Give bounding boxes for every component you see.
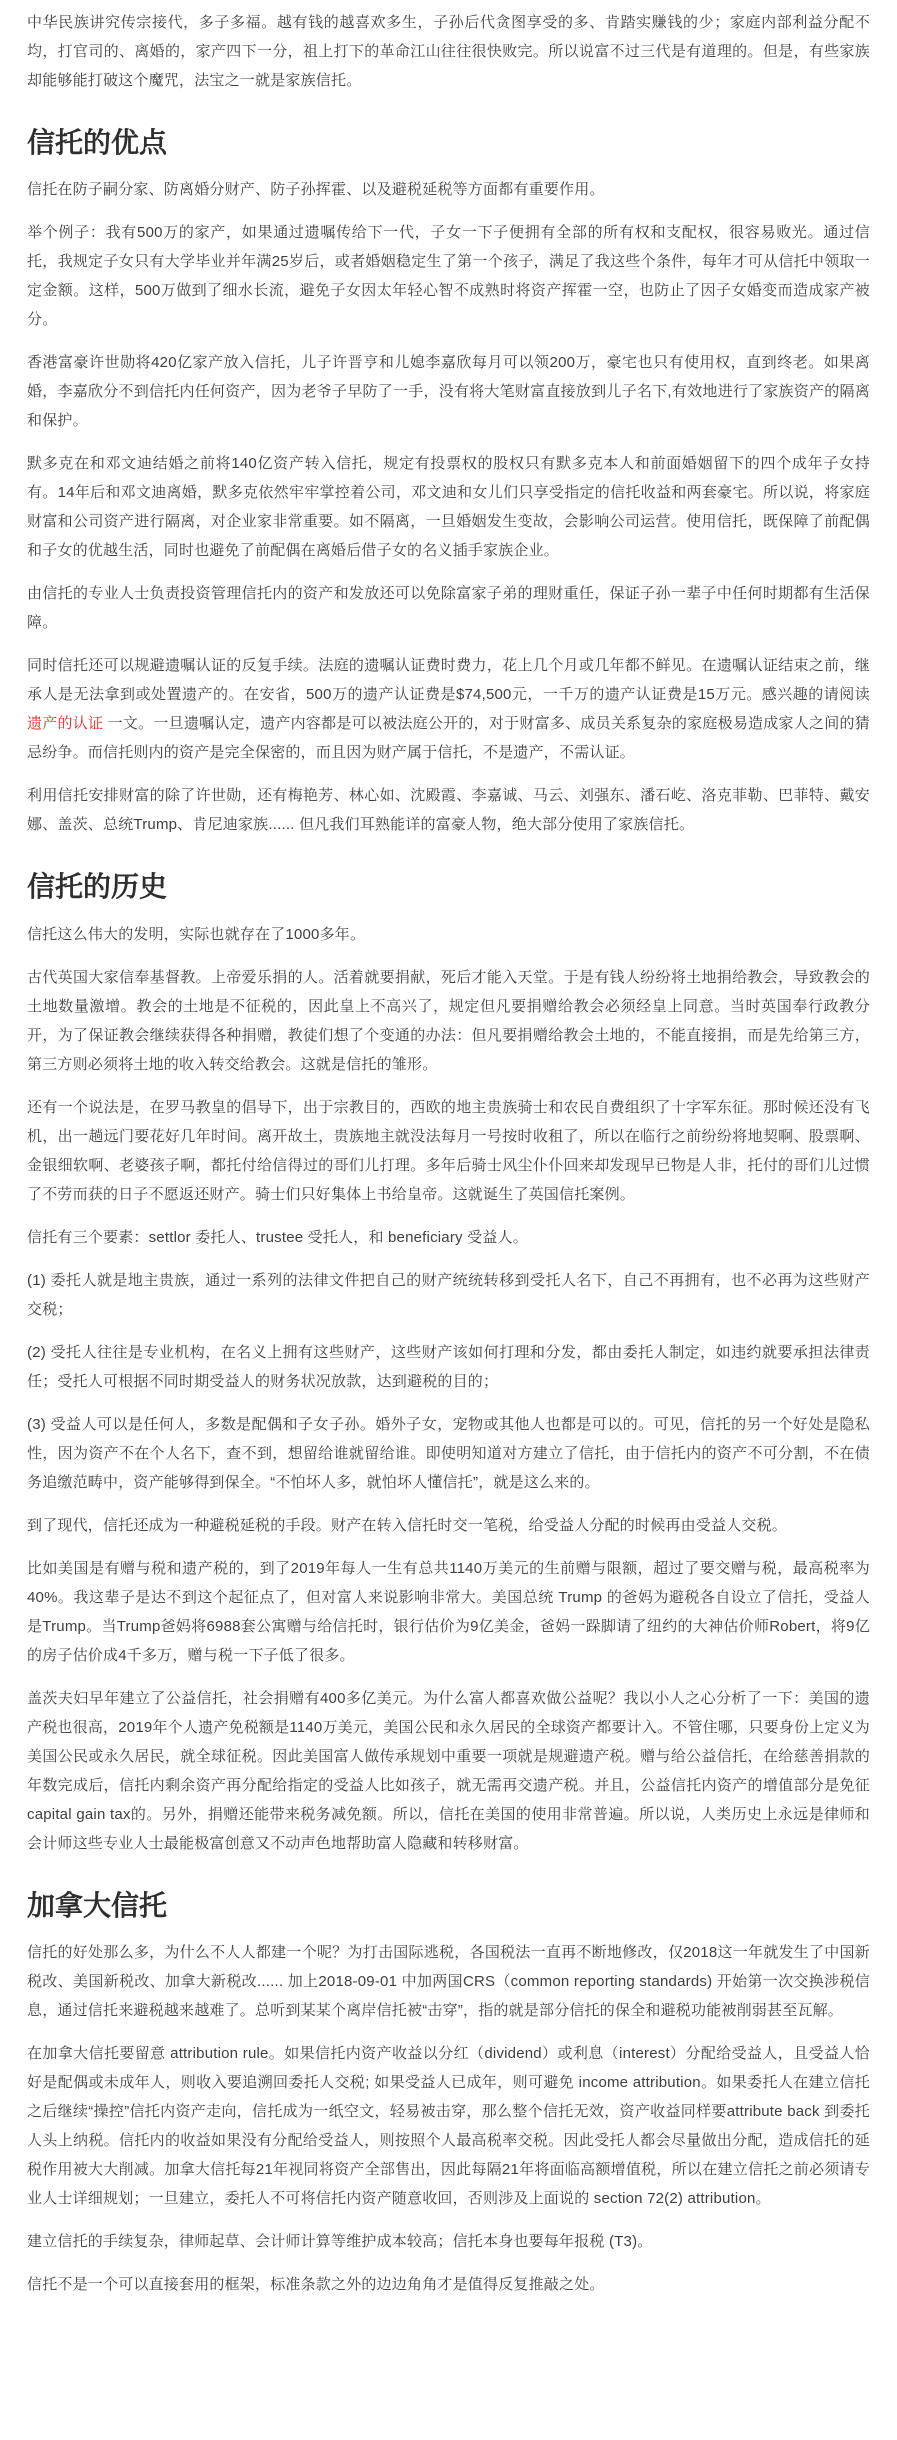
paragraph-text: 一文。一旦遗嘱认定，遗产内容都是可以被法庭公开的，对于财富多、成员关系复杂的家庭极易造成家人之间的猜忌纷争。而信托则内的资产是完全保密的，而且因为财产属于信托，不是遗产，不需认证。 — [27, 715, 870, 762]
paragraph: 利用信托安排财富的除了许世勋，还有梅艳芳、林心如、沈殿霞、李嘉诚、马云、刘强东、潘石屹、洛克菲勒、巴菲特、戴安娜、盖茨、总统Trump、肯尼迪家族...... 但凡我们耳熟能详的富豪人物，绝大部分使用了家族信托。 — [27, 787, 870, 834]
paragraph: 盖茨夫妇早年建立了公益信托，社会捐赠有400多亿美元。为什么富人都喜欢做公益呢？我以小人之心分析了一下：美国的遗产税也很高，2019年个人遗产免税额是1140万美元，美国公民和永久居民的全球资产都要计入。不管住哪，只要身份上定义为美国公民或永久居民，就全球征税。因此美国富人做传承规划中重要一项就是规避遗产税。赠与给公益信托，在给慈善捐款的年数完成后，信托内剩余资产再分配给指定的受益人比如孩子，就无需再交遗产税。并且，公益信托内资产的增值部分是免征capital gain tax的。另外，捐赠还能带来税务减免额。所以，信托在美国的使用非常普遍。所以说，人类历史上永远是律师和会计师这些专业人士最能极富创意又不动声色地帮助富人隐藏和转移财富。 — [27, 1689, 870, 1852]
paragraph: 信托这么伟大的发明，实际也就存在了1000多年。 — [27, 925, 366, 943]
paragraph — [27, 651, 870, 767]
intro-paragraph: 中华民族讲究传宗接代，多子多福。越有钱的越喜欢多生，子孙后代贪图享受的多、肯踏实赚钱的少；家庭内部利益分配不均，打官司的、离婚的，家产四下一分，祖上打下的革命江山往往很快败完。所以说富不过三代是有道理的。但是，有些家族却能够能打破这个魔咒，法宝之一就是家族信托。 — [27, 14, 870, 89]
section-title-advantages: 信托的优点 — [27, 127, 168, 158]
paragraph: 信托的好处那么多，为什么不人人都建一个呢？为打击国际逃税，各国税法一直再不断地修改，仅2018这一年就发生了中国新税改、美国新税改、加拿大新税改...... 加上2018-09-01 中加两国CRS（common reporting standards) 开始第一次交换涉税信息，通过信托来避税越来越难了。总听到某某个离岸信托被“击穿”，指的就是部分信托的保全和避税功能被削弱甚至瓦解。 — [27, 1944, 870, 2020]
paragraph: 在加拿大信托要留意 attribution rule。如果信托内资产收益以分红（dividend）或利息（interest）分配给受益人，且受益人恰好是配偶或未成年人，则收入要追溯回委托人交税; 如果受益人已成年，则可避免 income attribution。如果委托人在建立信托之后继续“操控”信托内资产走向，信托成为一纸空文，轻易被击穿，那么整个信托无效，资产收益同样要attribute back 到委托人头上纳税。信托内的收益如果没有分配给受益人，则按照个人最高税率交税。因此受托人都会尽量做出分配，造成信托的延税作用被大大削减。加拿大信托每21年视同将资产全部售出，因此每隔21年将面临高额增值税，所以在建立信托之前必须请专业人士详细规划；一旦建立，委托人不可将信托内资产随意收回，否则涉及上面说的 section 72(2) attribution。 — [27, 2045, 870, 2208]
paragraph: 还有一个说法是，在罗马教皇的倡导下，出于宗教目的，西欧的地主贵族骑士和农民自费组织了十字军东征。那时候还没有飞机，出一趟远门要花好几年时间。离开故土，贵族地主就没法每月一号按时收租了，所以在临行之前纷纷将地契啊、股票啊、金银细软啊、老婆孩子啊，都托付给信得过的哥们儿打理。多年后骑士风尘仆仆回来却发现早已物是人非，托付的哥们儿过惯了不劳而获的日子不愿返还财产。骑士们只好集体上书给皇帝。这就诞生了英国信托案例。 — [27, 1098, 870, 1203]
paragraph: (2) 受托人往往是专业机构，在名义上拥有这些财产，这些财产该如何打理和分发，都由委托人制定，如违约就要承担法律责任；受托人可根据不同时期受益人的财务状况放款，达到避税的目的； — [27, 1343, 870, 1390]
paragraph: 举个例子：我有500万的家产，如果通过遗嘱传给下一代，子女一下子便拥有全部的所有权和支配权，很容易败光。通过信托，我规定子女只有大学毕业并年满25岁后，或者婚姻稳定生了第一个孩子，满足了我这些个条件，每年才可从信托中领取一定金额。这样，500万做到了细水长流，避免子女因太年轻心智不成熟时将资产挥霍一空，也防止了因子女婚变而造成家产被分。 — [27, 224, 870, 329]
paragraph: 信托有三个要素：settlor 委托人、trustee 受托人，和 beneficiary 受益人。 — [27, 1228, 528, 1246]
paragraph-text: 同时信托还可以规避遗嘱认证的反复手续。法庭的遗嘱认证费时费力，花上几个月或几年都不鲜见。在遗嘱认证结束之前，继承人是无法拿到或处置遗产的。在安省，500万的遗产认证费是$74,500元，一千万的遗产认证费是15万元。感兴趣的请阅读 — [27, 657, 870, 704]
paragraph: 古代英国大家信奉基督教。上帝爱乐捐的人。活着就要捐献，死后才能入天堂。于是有钱人纷纷将土地捐给教会，导致教会的土地数量激增。教会的土地是不征税的，因此皇上不高兴了，规定但凡要捐赠给教会必须经皇上同意。当时英国奉行政教分开，为了保证教会继续获得各种捐赠，教徒们想了个变通的办法：但凡要捐赠给教会土地的，不能直接捐，而是先给第三方，第三方则必须将土地的收入转交给教会。这就是信托的雏形。 — [27, 968, 870, 1073]
paragraph: 由信托的专业人士负责投资管理信托内的资产和发放还可以免除富家子弟的理财重任，保证子孙一辈子中任何时期都有生活保障。 — [27, 585, 870, 632]
paragraph: 建立信托的手续复杂，律师起草、会计师计算等维护成本较高；信托本身也要每年报税 (T3)。 — [27, 2233, 653, 2251]
paragraph: 信托在防子嗣分家、防离婚分财产、防子孙挥霍、以及避税延税等方面都有重要作用。 — [27, 181, 605, 199]
estate-probate-link[interactable]: 遗产的认证 — [27, 715, 104, 733]
paragraph: 香港富豪许世勋将420亿家产放入信托，儿子许晋亨和儿媳李嘉欣每月可以领200万，豪宅也只有使用权，直到终老。如果离婚，李嘉欣分不到信托内任何资产，因为老爷子早防了一手，没有将大笔财富直接放到儿子名下,有效地进行了家族资产的隔离和保护。 — [27, 354, 870, 430]
paragraph: 到了现代，信托还成为一种避税延税的手段。财产在转入信托时交一笔税，给受益人分配的时候再由受益人交税。 — [27, 1516, 788, 1534]
paragraph: 比如美国是有赠与税和遗产税的，到了2019年每人一生有总共1140万美元的生前赠与限额，超过了要交赠与税，最高税率为40%。我这辈子是达不到这个起征点了，但对富人来说影响非常大。美国总统 Trump 的爸妈为避税各自设立了信托，受益人是Trump。当Trump爸妈将6988套公寓赠与给信托时，银行估价为9亿美金，爸妈一跺脚请了纽约的大神估价师Robert，将9亿的房子估价成4千多万，赠与税一下子低了很多。 — [27, 1559, 870, 1664]
paragraph: 默多克在和邓文迪结婚之前将140亿资产转入信托，规定有投票权的股权只有默多克本人和前面婚姻留下的四个成年子女持有。14年后和邓文迪离婚，默多克依然牢牢掌控着公司，邓文迪和女儿们只享受指定的信托收益和两套豪宅。所以说，将家庭财富和公司资产进行隔离，对企业家非常重要。如不隔离，一旦婚姻发生变故，会影响公司运营。使用信托，既保障了前配偶和子女的优越生活，同时也避免了前配偶在离婚后借子女的名义插手家族企业。 — [27, 455, 870, 560]
paragraph: (3) 受益人可以是任何人，多数是配偶和子女子孙。婚外子女，宠物或其他人也都是可以的。可见，信托的另一个好处是隐私性，因为资产不在个人名下，查不到，想留给谁就留给谁。即使明知道对方建立了信托，由于信托内的资产不可分割，不在债务追缴范畴中，资产能够得到保全。“不怕坏人多，就怕坏人懂信托”，就是这么来的。 — [27, 1415, 870, 1491]
section-title-canada: 加拿大信托 — [27, 1889, 168, 1921]
paragraph: 信托不是一个可以直接套用的框架，标准条款之外的边边角角才是值得反复推敲之处。 — [27, 2276, 605, 2294]
paragraph: (1) 委托人就是地主贵族，通过一系列的法律文件把自己的财产统统转移到受托人名下，自己不再拥有，也不必再为这些财产交税； — [27, 1271, 870, 1318]
section-title-history: 信托的历史 — [27, 871, 168, 903]
